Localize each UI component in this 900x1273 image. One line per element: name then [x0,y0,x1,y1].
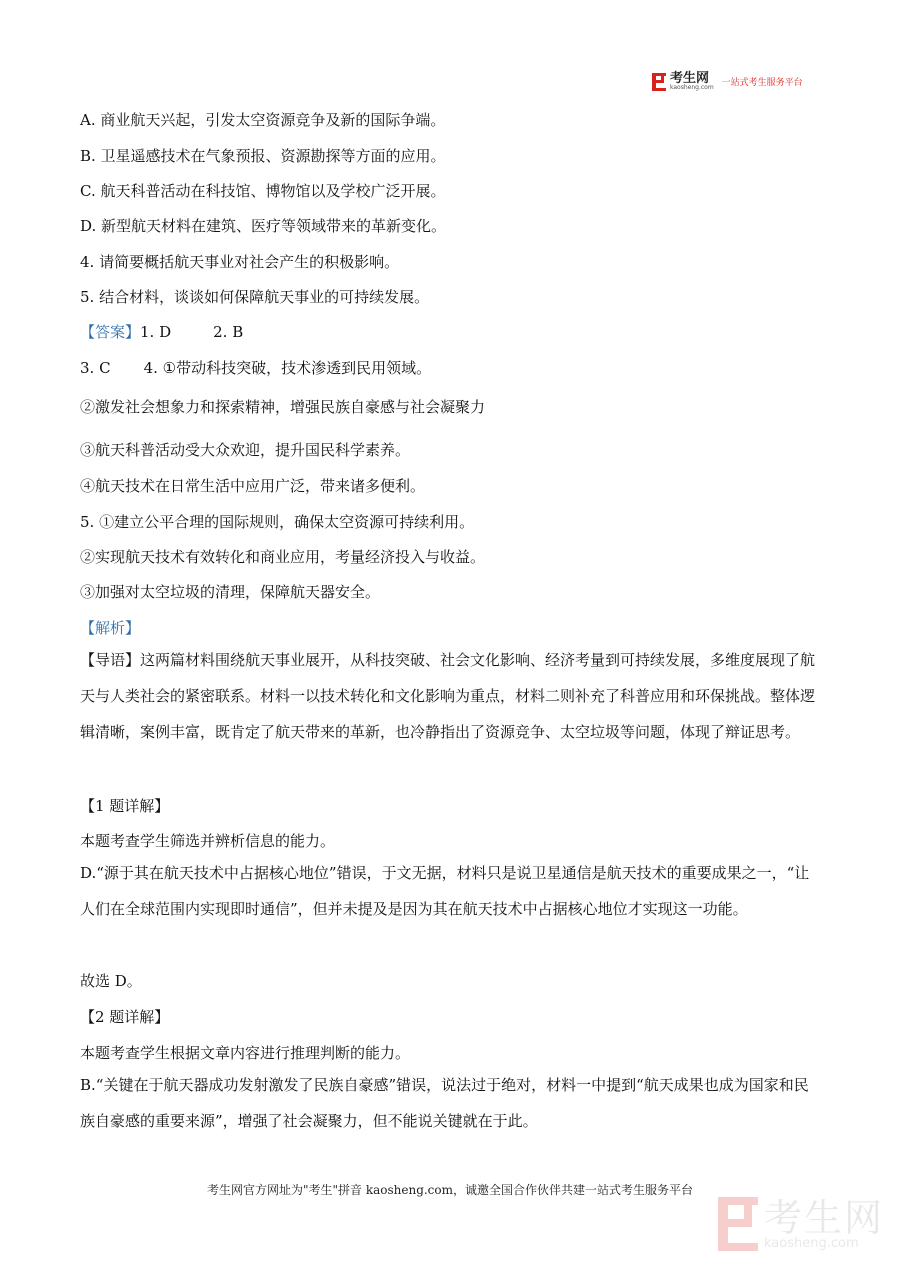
answer-4-point-3: ③航天科普活动受大众欢迎，提升国民科学素养。 [80,441,411,459]
q1-title: 【1 题详解】 [80,797,170,815]
question-4: 4. 请简要概括航天事业对社会产生的积极影响。 [80,253,400,271]
answer-3: 3. C [80,359,111,377]
q1-ability: 本题考查学生筛选并辨析信息的能力。 [80,832,336,850]
answer-4: 4. ①带动科技突破，技术渗透到民用领域。 [143,359,432,377]
q2-explanation: B.“关键在于航天器成功发射激发了民族自豪感”错误，说法过于绝对，材料一中提到“航天成果也成为国家和民族自豪感的重要来源”，增强了社会凝聚力，但不能说关键就在于此。 [80,1076,809,1130]
q1-explanation: D.“源于其在航天技术中占据核心地位”错误，于文无据，材料只是说卫星通信是航天技术的重要成果之一，“让人们在全球范围内实现即时通信”，但并未提及是因为其在航天技术中占据核心地位才实现这一功能。 [80,864,810,918]
footer-text: 考生网官方网址为"考生"拼音 kaosheng.com，诚邀全国合作伙伴共建一站式考生服务平台 [206,1183,694,1197]
header-domain: kaosheng.com [670,84,714,91]
watermark-brand: 考生网 [764,1195,885,1240]
header-logo [652,72,803,91]
analysis-label: 【解析】 [80,619,141,637]
answer-5-point-3: ③加强对太空垃圾的清理，保障航天器安全。 [80,583,381,601]
answer-5-point-1: 5. ①建立公平合理的国际规则，确保太空资源可持续利用。 [80,513,475,531]
option-c: C. 航天科普活动在科技馆、博物馆以及学校广泛开展。 [80,182,446,200]
option-b: B. 卫星遥感技术在气象预报、资源勘探等方面的应用。 [80,147,446,165]
q1-choice: 故选 D。 [80,972,142,990]
intro-paragraph: 【导语】这两篇材料围绕航天事业展开，从科技突破、社会文化影响、经济考量到可持续发展，多维度展现了航天与人类社会的紧密联系。材料一以技术转化和文化影响为重点，材料二则补充了科普应用和环保挑战。整体逻辑清晰，案例丰富，既肯定了航天带来的革新，也冷静指出了资源竞争、太空垃圾等问题，体现了辩证思考。 [80,651,816,741]
answer-row [80,321,243,342]
kaosheng-logo-icon [652,73,666,91]
answer-1: 1. D [140,323,172,341]
answer-2: 2. B [213,323,244,341]
q2-ability: 本题考查学生根据文章内容进行推理判断的能力。 [80,1044,411,1062]
answer-4-point-4: ④航天技术在日常生活中应用广泛，带来诸多便利。 [80,477,426,495]
answer-label: 【答案】 [80,323,141,341]
watermark-logo-icon [718,1197,758,1251]
answer-5-point-2: ②实现航天技术有效转化和商业应用，考量经济投入与收益。 [80,548,486,566]
watermark [718,1197,884,1251]
header-slogan: 一站式考生服务平台 [721,78,803,88]
header-brand: 考生网 [670,71,710,86]
option-d: D. 新型航天材料在建筑、医疗等领域带来的革新变化。 [80,217,447,235]
option-a: A. 商业航天兴起，引发太空资源竞争及新的国际争端。 [80,111,446,129]
question-5: 5. 结合材料，谈谈如何保障航天事业的可持续发展。 [80,288,430,306]
watermark-domain: kaosheng.com [764,1235,859,1251]
answer-4-point-2: ②激发社会想象力和探索精神，增强民族自豪感与社会凝聚力 [80,398,486,416]
answer-row-2 [80,357,431,378]
q2-title: 【2 题详解】 [80,1008,170,1026]
